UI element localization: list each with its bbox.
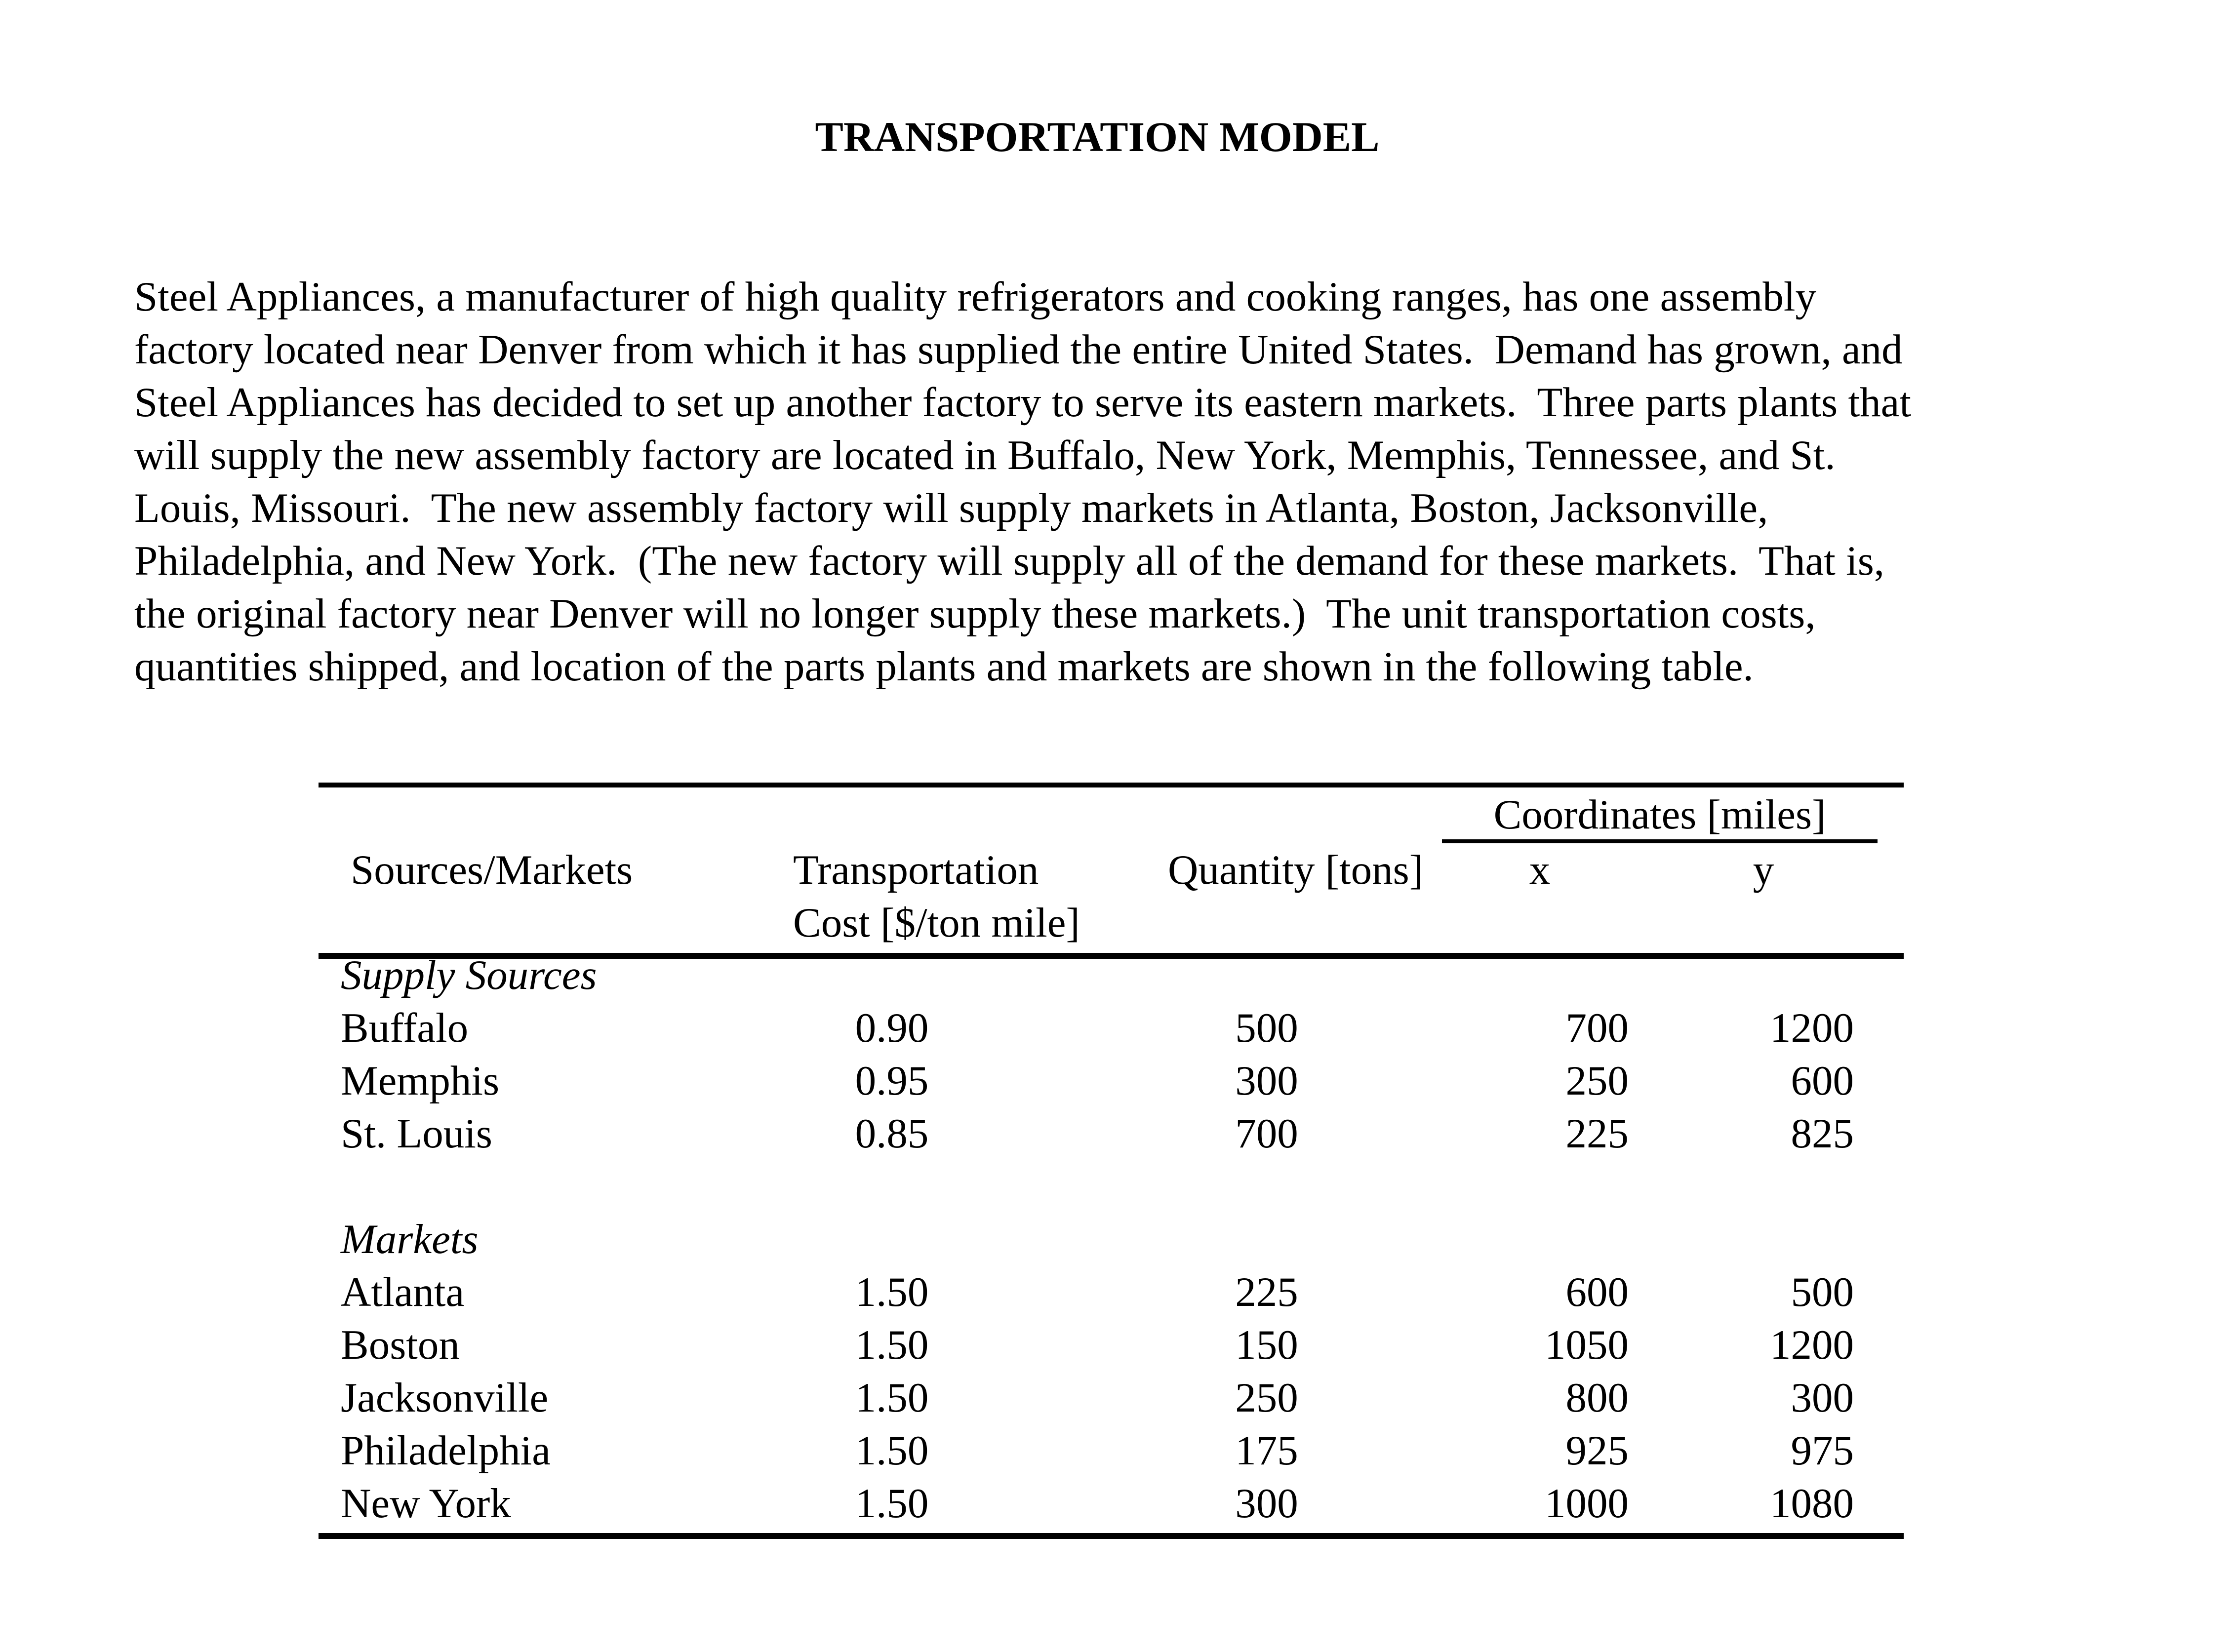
- x-coordinate-value: 225: [1565, 1110, 1629, 1157]
- table-row-new-york: [319, 1477, 1904, 1530]
- row-label: Philadelphia: [341, 1427, 551, 1474]
- table-row-philadelphia: [319, 1424, 1904, 1477]
- cost-value: 0.90: [855, 1005, 929, 1051]
- row-label: St. Louis: [341, 1110, 493, 1157]
- x-coordinate-value: 700: [1565, 1005, 1629, 1051]
- table-top-rule: [319, 783, 1904, 787]
- y-coordinate-value: 975: [1791, 1427, 1854, 1474]
- x-coordinate-value: 800: [1565, 1375, 1629, 1421]
- cost-value: 1.50: [855, 1269, 929, 1315]
- row-label: Jacksonville: [341, 1375, 549, 1421]
- table-row-memphis: [319, 1055, 1904, 1107]
- column-header-transportation: Transportation: [793, 847, 1039, 893]
- row-label: Boston: [341, 1322, 460, 1368]
- y-coordinate-value: 300: [1791, 1375, 1854, 1421]
- table-bottom-rule: [319, 1533, 1904, 1539]
- table-row-boston: [319, 1319, 1904, 1372]
- section-header-markets: [319, 1213, 1904, 1266]
- x-coordinate-value: 1050: [1545, 1322, 1629, 1368]
- page-title: TRANSPORTATION MODEL: [815, 113, 1380, 160]
- y-coordinate-value: 1200: [1770, 1322, 1854, 1368]
- table-header-row-line2: [319, 897, 1904, 949]
- row-label: Memphis: [341, 1058, 500, 1104]
- x-coordinate-value: 600: [1565, 1269, 1629, 1315]
- column-header-cost-units: Cost [$/ton mile]: [793, 900, 1080, 946]
- section-label: Supply Sources: [341, 952, 597, 998]
- column-header-quantity: Quantity [tons]: [1168, 847, 1424, 893]
- table-row-buffalo: [319, 1002, 1904, 1055]
- quantity-value: 700: [1235, 1110, 1298, 1157]
- table-header-row: [319, 844, 1904, 897]
- y-coordinate-value: 1200: [1770, 1005, 1854, 1051]
- row-label: Buffalo: [341, 1005, 469, 1051]
- cost-value: 1.50: [855, 1480, 929, 1527]
- row-label: New York: [341, 1480, 511, 1527]
- x-coordinate-value: 250: [1565, 1058, 1629, 1104]
- column-header-sources-markets: Sources/Markets: [351, 847, 633, 893]
- cost-value: 0.95: [855, 1058, 929, 1104]
- table-row-atlanta: [319, 1266, 1904, 1319]
- cost-value: 1.50: [855, 1427, 929, 1474]
- y-coordinate-value: 600: [1791, 1058, 1854, 1104]
- intro-paragraph: Steel Appliances, a manufacturer of high quality refrigerators and cooking ranges, has one assembly factory located near Denver from which it has supplied the entire United States. Demand has grown, and Steel Appliances has decided to set up another factory to serve its eastern markets. Three parts plants that will supply the new assembly factory are located in Buffalo, New York, Memphis, Tennessee, and St. Louis, Missouri. The new assembly factory will supply markets in Atlanta, Boston, Jacksonville, Philadelphia, and New York. (The new factory will supply all of the demand for these markets. That is, the original factory near Denver will no longer supply these markets.) The unit transportation costs, quantities shipped, and location of the parts plants and markets are shown in the following table.: [134, 274, 1911, 690]
- section-label: Markets: [341, 1216, 479, 1262]
- transportation-table: [319, 783, 1904, 1540]
- cost-value: 0.85: [855, 1110, 929, 1157]
- coordinates-group-header: Coordinates [miles]: [1493, 791, 1826, 838]
- section-header-supply-sources: [319, 949, 1904, 1002]
- y-coordinate-value: 500: [1791, 1269, 1854, 1315]
- column-header-x: x: [1529, 847, 1551, 893]
- x-coordinate-value: 1000: [1545, 1480, 1629, 1527]
- quantity-value: 175: [1235, 1427, 1298, 1474]
- cost-value: 1.50: [855, 1322, 929, 1368]
- quantity-value: 300: [1235, 1480, 1298, 1527]
- column-header-y: y: [1753, 847, 1774, 893]
- quantity-value: 500: [1235, 1005, 1298, 1051]
- quantity-value: 225: [1235, 1269, 1298, 1315]
- cost-value: 1.50: [855, 1375, 929, 1421]
- x-coordinate-value: 925: [1565, 1427, 1629, 1474]
- quantity-value: 250: [1235, 1375, 1298, 1421]
- table-row-jacksonville: [319, 1372, 1904, 1424]
- quantity-value: 300: [1235, 1058, 1298, 1104]
- y-coordinate-value: 825: [1791, 1110, 1854, 1157]
- row-label: Atlanta: [341, 1269, 465, 1315]
- quantity-value: 150: [1235, 1322, 1298, 1368]
- coordinates-spanner-rule: [1442, 839, 1878, 843]
- table-row-st-louis: [319, 1107, 1904, 1160]
- y-coordinate-value: 1080: [1770, 1480, 1854, 1527]
